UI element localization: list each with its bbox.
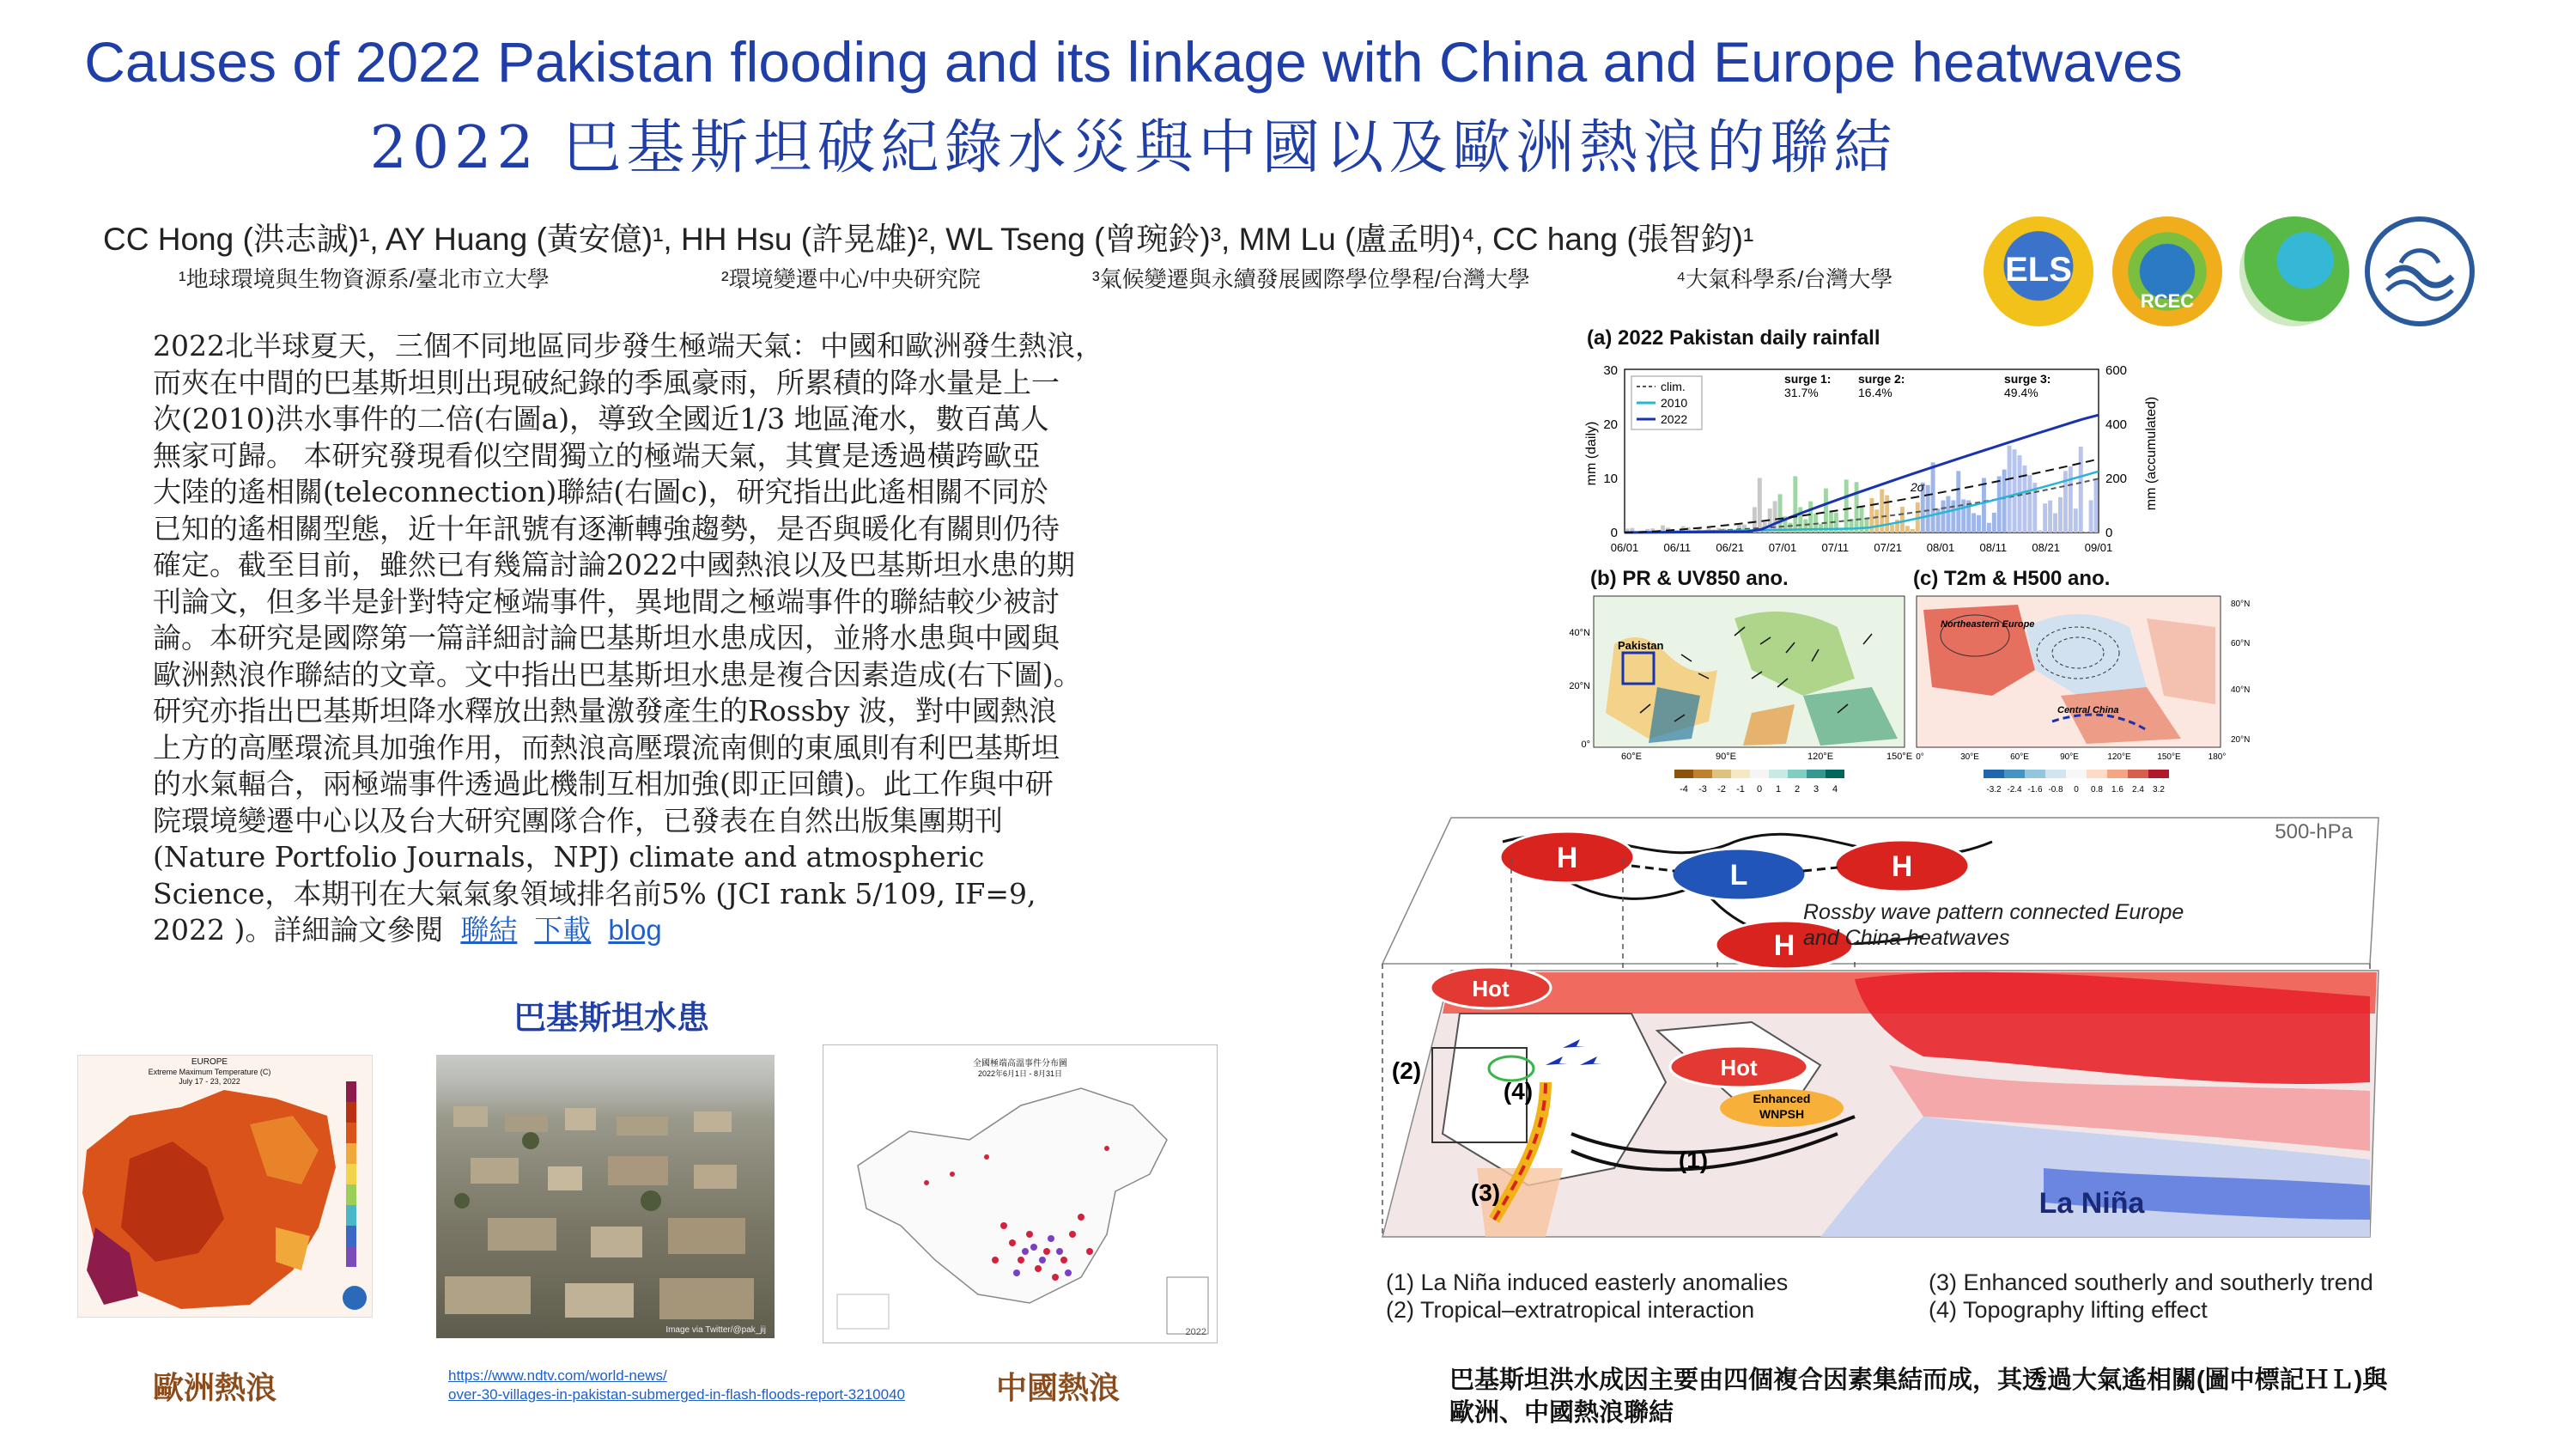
figure-caption <box>1449 1364 2531 1429</box>
map-b-lat-tick: 20°N <box>1569 681 1590 691</box>
wnpsh-label-line-1: Enhanced <box>1753 1092 1811 1105</box>
rainfall-bar <box>1956 471 1960 533</box>
x-axis-ticks <box>1611 541 2113 554</box>
rainfall-chart <box>1580 352 2198 563</box>
colorbar-swatch <box>2107 770 2128 778</box>
colorbar-swatch <box>1826 770 1844 778</box>
rainfall-bar <box>2008 446 2012 533</box>
rainfall-chart-title: (a) 2022 Pakistan daily rainfall <box>1587 326 1880 350</box>
rainfall-bar <box>1803 520 1807 533</box>
map-c-lat-tick: 60°N <box>2231 639 2251 648</box>
y-left-axis-label: mm (daily) <box>1584 421 1599 486</box>
map-c-lon-tick: 30°E <box>1960 752 1979 762</box>
surge-3-label: surge 3: <box>2004 372 2051 386</box>
author-list: CC Hong (洪志誠)¹, AY Huang (黃安億)¹, HH Hsu (許晃雄)², WL Tseng (曾琬鈴)³, MM Lu (盧孟明)⁴, CC hang (張智鈞)¹ <box>103 222 1754 257</box>
abstract-line: 2022北半球夏天，三個不同地區同步發生極端天氣：中國和歐洲發生熱浪， <box>153 329 1103 362</box>
colorbar-tick: 3.2 <box>2153 785 2165 795</box>
surge-2-value: 16.4% <box>1858 386 1893 399</box>
abstract-line-with-links <box>153 912 1286 949</box>
colorbar-tick: 3 <box>1813 784 1820 795</box>
high-label: H <box>1556 842 1578 874</box>
map-c-colorbar <box>1984 770 2169 795</box>
rainfall-bar <box>1808 502 1813 533</box>
y-right-tick: 600 <box>2105 363 2128 378</box>
abstract-line: 的水氣輻合，兩極端事件透過此機制互相加強(即正回饋)。此工作與中研 <box>153 767 1054 801</box>
abstract-line: 歐洲熱浪作聯結的文章。文中指出巴基斯坦水患是複合因素造成(右下圖)。 <box>153 657 1082 691</box>
map-c-title: (c) T2m & H500 ano. <box>1913 567 2111 590</box>
low-label: L <box>1729 859 1748 892</box>
y-right-axis-label: mm (accumulated) <box>2144 396 2159 511</box>
figure-caption-line-2: 歐洲、中國熱浪聯結 <box>1449 1399 1674 1427</box>
legend-factor-2: (2) Tropical–extratropical interaction <box>1386 1297 1755 1323</box>
y-left-tick: 20 <box>1603 417 1618 432</box>
title-chinese: 2022 巴基斯坦破紀錄水災與中國以及歐洲熱浪的聯結 <box>369 114 1898 182</box>
pakistan-label: Pakistan <box>1618 639 1664 652</box>
hot-label: Hot <box>1720 1055 1758 1081</box>
rainfall-bar <box>2089 500 2093 533</box>
colorbar-swatch <box>1750 770 1769 778</box>
t2m-h500-anomaly-map <box>1889 593 2251 799</box>
y-left-tick: 0 <box>1610 526 1618 540</box>
y-left-tick: 10 <box>1603 472 1618 486</box>
colorbar-swatch <box>1788 770 1807 778</box>
abstract-line: 而夾在中間的巴基斯坦則出現破紀錄的季風豪雨，所累積的降水量是上一 <box>153 365 1060 399</box>
colorbar-tick: -0.8 <box>2048 785 2063 795</box>
colorbar-tick: 0 <box>2074 785 2079 795</box>
rainfall-bar <box>1874 509 1879 533</box>
figure-caption-line-1: 巴基斯坦洪水成因主要由四個複合因素集結而成，其透過大氣遙相關(圖中標記ＨＬ)與 <box>1449 1367 2388 1394</box>
rainfall-bar <box>2069 466 2073 533</box>
x-axis-tick-label: 07/21 <box>1874 541 1902 554</box>
colorbar-tick: 1 <box>1775 784 1782 795</box>
map-c-lon-tick: 60°E <box>2010 752 2029 762</box>
rainfall-bar <box>1951 500 1955 533</box>
rainfall-bar <box>1926 485 1930 533</box>
abstract-line: 次(2010)洪水事件的二倍(右圖a)，導致全國近1/3 地區淹水，數百萬人 <box>153 402 1049 435</box>
colorbar-tick: 1.6 <box>2111 785 2123 795</box>
abstract-line: (Nature Portfolio Journals，NPJ) climate and atmospheric <box>153 840 985 874</box>
rainfall-bar <box>1890 525 1894 533</box>
legend-factor-1: (1) La Niña induced easterly anomalies <box>1386 1269 1789 1295</box>
rainfall-bar <box>1997 476 2002 533</box>
colorbar-swatch <box>2087 770 2107 778</box>
colorbar-swatch <box>1693 770 1712 778</box>
map-b-lat-tick: 40°N <box>1569 628 1590 638</box>
colorbar-swatch <box>1674 770 1693 778</box>
x-axis-tick-label: 07/01 <box>1768 541 1797 554</box>
ntu-ccsd-logo-icon <box>2239 216 2349 326</box>
high-label: H <box>1773 929 1795 962</box>
rainfall-bar <box>1844 479 1849 533</box>
rainfall-bar <box>2079 447 2083 533</box>
abstract-line: 研究亦指出巴基斯坦降水釋放出熱量激發產生的Rossby 波，對中國熱浪 <box>153 694 1057 728</box>
rainfall-bar <box>1941 501 1946 533</box>
rainfall-bar <box>1885 496 1889 533</box>
wnpsh-label-line-2: WNPSH <box>1759 1107 1805 1121</box>
wave-icon <box>2370 222 2470 321</box>
europe-heatwave-caption: 歐洲熱浪 <box>153 1370 277 1406</box>
abstract-line: Science，本期刊在大氣氣象領域排名前5% (JCI rank 5/109, IF=9, <box>153 876 1036 910</box>
title-english: Causes of 2022 Pakistan flooding and its linkage with China and Europe heatwaves <box>84 30 2183 94</box>
pakistan-flood-heading: 巴基斯坦水患 <box>513 998 710 1037</box>
abstract-line: 大陸的遙相關(teleconnection)聯結(右圖c)，研究指出此遙相關不同於 <box>153 475 1048 508</box>
factor-marker-2: (2) <box>1391 1057 1422 1084</box>
download-link[interactable]: 下載 <box>534 913 592 947</box>
news-url-line-1[interactable]: https://www.ndtv.com/world-news/ <box>448 1367 667 1384</box>
affiliation-4: ⁴大氣科學系/台灣大學 <box>1676 266 1893 292</box>
rainfall-bar <box>2013 449 2017 533</box>
legend-factor-4: (4) Topography lifting effect <box>1929 1297 2208 1323</box>
rainfall-bar <box>2043 503 2047 533</box>
legend-2010-label: 2010 <box>1661 396 1688 410</box>
rainfall-bar <box>1900 507 1905 533</box>
y-right-tick: 0 <box>2105 526 2113 540</box>
rainfall-bar <box>2084 532 2088 533</box>
mechanism-schematic <box>1374 807 2387 1263</box>
abstract-line: 上方的高壓環流具加強作用，而熱浪高壓環流南側的東風則有利巴基斯坦 <box>153 730 1060 764</box>
legend-clim-label: clim. <box>1661 380 1686 393</box>
colorbar-tick: 4 <box>1832 784 1838 795</box>
map-c-lon-tick: 90°E <box>2060 752 2079 762</box>
colorbar-tick: -1.6 <box>2027 785 2043 795</box>
colorbar-tick: 0.8 <box>2091 785 2103 795</box>
colorbar-tick: 2 <box>1794 784 1801 795</box>
x-axis-tick-label: 08/11 <box>1979 541 2008 554</box>
factor-marker-1: (1) <box>1678 1147 1709 1173</box>
colorbar-tick: -4 <box>1680 784 1688 795</box>
pakistan-flood-photo: Image via Twitter/@pak_jij <box>436 1055 775 1338</box>
colorbar-tick: 0 <box>1756 784 1763 795</box>
surge-3-value: 49.4% <box>2004 386 2038 399</box>
abstract-line: 確定。截至目前，雖然已有幾篇討論2022中國熱浪以及巴基斯坦水患的期 <box>153 548 1075 581</box>
colorbar-swatch <box>2004 770 2025 778</box>
legend-2022-label: 2022 <box>1661 412 1688 426</box>
rainfall-bar <box>1793 476 1797 533</box>
northeastern-europe-label: Northeastern Europe <box>1941 619 2035 630</box>
rainfall-bar <box>1864 519 1868 533</box>
y-left-tick: 30 <box>1603 363 1618 378</box>
europe-heatwave-map: EUROPE Extreme Maximum Temperature (C) July 17 - 23, 2022 <box>77 1055 373 1318</box>
factor-marker-4: (4) <box>1503 1078 1534 1105</box>
abstract-line: 2022 )。詳細論文參閱 <box>153 913 444 947</box>
map-b-lon-tick: 150°E <box>1886 752 1913 762</box>
rainfall-bar <box>2053 514 2057 533</box>
rainfall-bar <box>2027 475 2032 533</box>
rainfall-bar <box>2058 497 2063 533</box>
colorbar-tick: -3.2 <box>1986 785 2002 795</box>
map-c-lon-tick: 180° <box>2208 752 2227 762</box>
rainfall-bar <box>1758 478 1762 533</box>
map-c-lat-tick: 20°N <box>2231 735 2251 745</box>
surge-2-label: surge 2: <box>1858 372 1905 386</box>
paper-link[interactable]: 聯結 <box>460 913 518 947</box>
x-axis-tick-label: 06/01 <box>1610 541 1639 554</box>
abstract-text <box>153 328 1286 949</box>
level-label-500hpa: 500-hPa <box>2275 820 2353 843</box>
legend-factor-3: (3) Enhanced southerly and southerly trend <box>1929 1269 2373 1295</box>
rainfall-bar <box>1977 515 1981 533</box>
rainfall-bar <box>2048 501 2052 533</box>
affiliation-3: ³氣候變遷與永續發展國際學位學程/台灣大學 <box>1092 266 1530 292</box>
map-b-title: (b) PR & UV850 ano. <box>1590 567 1789 590</box>
rainfall-bar <box>1911 529 1915 533</box>
affiliation-1: ¹地球環境與生物資源系/臺北市立大學 <box>179 266 550 292</box>
pr-uv850-anomaly-map <box>1563 593 1915 799</box>
factor-marker-3: (3) <box>1470 1179 1501 1206</box>
x-axis-tick-label: 09/01 <box>2084 541 2113 554</box>
map-c-lat-tick: 40°N <box>2231 685 2251 695</box>
surge-1-value: 31.7% <box>1784 386 1819 399</box>
rainfall-bar <box>1971 513 1976 533</box>
surge-1-label: surge 1: <box>1784 372 1832 386</box>
hot-label: Hot <box>1472 976 1510 1002</box>
x-axis-tick-label: 06/11 <box>1663 541 1692 554</box>
x-axis-tick-label: 06/21 <box>1716 541 1744 554</box>
central-china-label: Central China <box>2057 705 2119 715</box>
x-axis-tick-label: 08/21 <box>2032 541 2060 554</box>
rainfall-bar <box>2038 530 2042 533</box>
rcec-logo-icon: RCEC <box>2112 216 2222 326</box>
blog-link[interactable]: blog <box>608 914 662 946</box>
rainfall-bar <box>1992 513 1996 533</box>
x-axis-tick-label: 08/01 <box>1926 541 1955 554</box>
rainfall-bar <box>1824 489 1828 533</box>
abstract-line: 刊論文，但多半是針對特定極端事件，異地間之極端事件的聯結較少被討 <box>153 584 1060 618</box>
colorbar-tick: -1 <box>1736 784 1745 795</box>
rainfall-bar <box>1987 523 1991 533</box>
china-heatwave-caption: 中國熱浪 <box>996 1370 1121 1406</box>
sigma-label: 2σ <box>1911 480 1925 494</box>
map-b-lon-tick: 90°E <box>1716 752 1736 762</box>
rainfall-bar <box>1936 508 1941 533</box>
map-c-lon-tick: 120°E <box>2107 752 2131 762</box>
abstract-line: 院環境變遷中心以及台大研究團隊合作，已發表在自然出版集團期刊 <box>153 803 1003 837</box>
colorbar-swatch <box>2066 770 2087 778</box>
colorbar-tick: -3 <box>1698 784 1707 795</box>
rossby-caption-line-1: Rossby wave pattern connected Europe <box>1803 900 2184 924</box>
colorbar-swatch <box>2148 770 2169 778</box>
colorbar-tick: -2 <box>1717 784 1726 795</box>
colorbar-tick: -2.4 <box>2007 785 2022 795</box>
map-c-lon-tick: 150°E <box>2157 752 2181 762</box>
rainfall-bar <box>1788 523 1792 533</box>
colorbar-swatch <box>2128 770 2148 778</box>
news-url-line-2[interactable]: over-30-villages-in-pakistan-submerged-in-flash-floods-report-3210040 <box>448 1386 905 1403</box>
china-map-graphic <box>823 1045 1217 1342</box>
abstract-line: 論。本研究是國際第一篇詳細討論巴基斯坦水患成因，並將水患與中國與 <box>153 621 1060 654</box>
colorbar-swatch <box>2045 770 2066 778</box>
colorbar-swatch <box>1731 770 1750 778</box>
la-nina-label: La Niña <box>2038 1187 2145 1220</box>
abstract-line: 已知的遙相關型態，近十年訊號有逐漸轉強趨勢，是否與暖化有關則仍待 <box>153 511 1060 545</box>
map-b-colorbar <box>1674 770 1844 795</box>
rainfall-bar <box>1982 478 1986 533</box>
abstract-line: 無家可歸。 本研究發現看似空間獨立的極端天氣，其實是透過橫跨歐亞 <box>153 438 1041 472</box>
y-right-tick: 400 <box>2105 417 2128 432</box>
europe-map-graphic <box>78 1056 372 1317</box>
rainfall-bar <box>1946 496 1950 533</box>
els-logo-icon: ELS <box>1984 216 2093 326</box>
rainfall-bar <box>1905 526 1910 533</box>
colorbar-swatch <box>1712 770 1731 778</box>
china-heatwave-map: 全國極端高溫事件分布圖 2022年6月1日 - 8月31日 2022 <box>823 1044 1218 1343</box>
flood-photo-graphic <box>436 1055 775 1338</box>
map-c-lon-tick: 0° <box>1916 752 1924 762</box>
y-right-tick: 200 <box>2105 472 2128 486</box>
colorbar-swatch <box>1807 770 1826 778</box>
rainfall-bar <box>2074 508 2078 533</box>
rossby-caption-line-2: and China heatwaves <box>1803 926 2010 950</box>
colorbar-swatch <box>1769 770 1788 778</box>
high-label: H <box>1891 850 1913 883</box>
rainfall-bar <box>2094 480 2099 533</box>
map-b-lon-tick: 120°E <box>1807 752 1834 762</box>
ntu-atmos-logo-icon <box>2365 216 2475 326</box>
affiliation-2: ²環境變遷中心/中央研究院 <box>721 266 981 292</box>
colorbar-swatch <box>2025 770 2045 778</box>
colorbar-swatch <box>1984 770 2004 778</box>
map-c-lat-tick: 80°N <box>2231 600 2251 609</box>
map-b-lat-tick: 0° <box>1581 740 1590 750</box>
rainfall-bar <box>1931 462 1935 533</box>
colorbar-tick: 2.4 <box>2132 785 2144 795</box>
x-axis-tick-label: 07/11 <box>1821 541 1850 554</box>
map-b-lon-tick: 60°E <box>1621 752 1642 762</box>
